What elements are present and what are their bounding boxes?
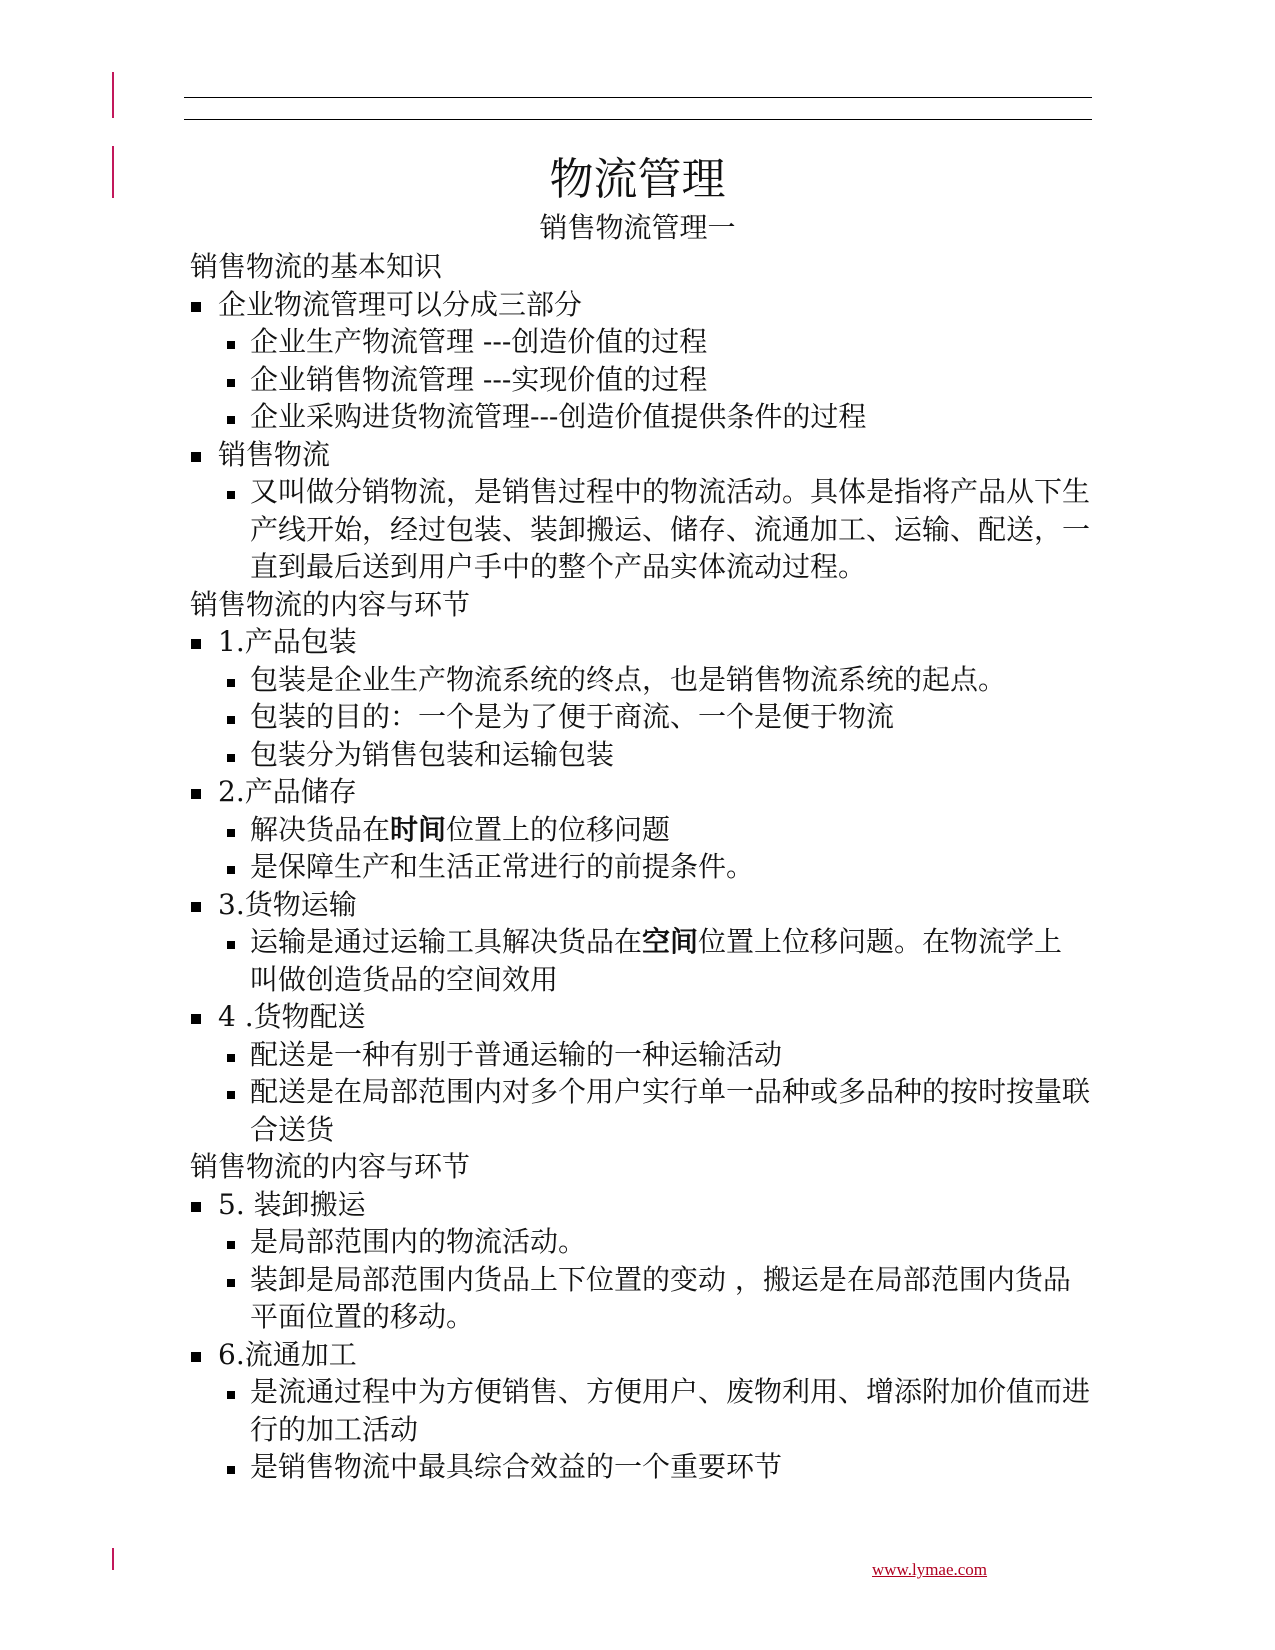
square-bullet-icon	[227, 1054, 235, 1062]
bullet-text: 企业销售物流管理 ---实现价值的过程	[250, 362, 708, 396]
bullet-item	[190, 623, 1090, 661]
sub-bullet-item	[190, 923, 1090, 998]
margin-mark-top	[112, 72, 114, 118]
bullet-text: 装卸是局部范围内货品上下位置的变动 ，搬运是在局部范围内货品平面位置的移动。	[250, 1262, 1071, 1333]
bullet-text: 是局部范围内的物流活动。	[250, 1225, 587, 1258]
bullet-text-before: 解决货品在	[250, 812, 391, 846]
square-bullet-icon	[227, 1091, 235, 1099]
document-subtitle: 销售物流管理一	[539, 211, 736, 244]
bullet-text: 6.流通加工	[218, 1337, 357, 1371]
square-bullet-icon	[227, 716, 235, 724]
bullet-text: 包装的目的：一个是为了便于商流、一个是便于物流	[250, 700, 895, 733]
square-bullet-icon	[227, 754, 235, 762]
bullet-text: 配送是在局部范围内对多个用户实行单一品种或多品种的按时按量联合送货	[250, 1075, 1091, 1146]
header-rule-top	[184, 97, 1092, 98]
bullet-item	[190, 1336, 1090, 1374]
bullet-text: 包装分为销售包装和运输包装	[250, 737, 615, 771]
bullet-text-after: 位置上位移问题。在物流学上叫做创造货品的空间效用	[250, 925, 1063, 996]
sub-bullet-item	[190, 1261, 1090, 1336]
sub-bullet-item	[190, 323, 1090, 361]
bullet-text: 销售物流	[218, 437, 331, 471]
bullet-text: 包装是企业生产物流系统的终点，也是销售物流系统的起点。	[250, 662, 1007, 696]
bullet-text: 是流通过程中为方便销售、方便用户、废物利用、增添附加价值而进行的加工活动	[250, 1375, 1091, 1446]
footer-website-link[interactable]: www.lymae.com	[872, 1560, 988, 1579]
bullet-item	[190, 1186, 1090, 1224]
sub-bullet-item	[190, 848, 1090, 886]
square-bullet-icon	[227, 829, 235, 837]
bullet-text: 配送是一种有别于普通运输的一种运输活动	[250, 1037, 783, 1071]
square-bullet-icon	[227, 941, 235, 949]
square-bullet-icon	[227, 1466, 235, 1474]
bullet-text: 3.货物运输	[218, 887, 357, 921]
sub-bullet-item	[190, 1373, 1090, 1448]
bullet-text: 1.产品包装	[218, 625, 357, 658]
bullet-text-before: 运输是通过运输工具解决货品在	[250, 925, 643, 958]
square-bullet-icon	[227, 341, 235, 349]
square-bullet-icon	[191, 639, 201, 649]
bullet-text-bold: 时间	[390, 812, 447, 846]
square-bullet-icon	[191, 789, 201, 799]
section-heading: 销售物流的内容与环节	[190, 1150, 471, 1183]
bullet-text: 4 .货物配送	[218, 1000, 366, 1033]
bullet-text: 2.产品储存	[218, 775, 357, 808]
bullet-text: 是销售物流中最具综合效益的一个重要环节	[250, 1450, 783, 1483]
bullet-text: 又叫做分销物流，是销售过程中的物流活动。具体是指将产品从下生产线开始，经过包装、装卸搬运、储存、流通加工、运输、配送，一直到最后送到用户手中的整个产品实体流动过程。	[250, 475, 1091, 583]
bullet-item	[190, 886, 1090, 924]
bullet-item	[190, 436, 1090, 474]
square-bullet-icon	[191, 902, 201, 912]
section-heading: 销售物流的基本知识	[190, 250, 443, 283]
sub-bullet-item	[190, 361, 1090, 399]
sub-bullet-item	[190, 736, 1090, 774]
square-bullet-icon	[191, 1014, 201, 1024]
section-heading: 销售物流的内容与环节	[190, 587, 471, 621]
sub-bullet-item	[190, 698, 1090, 736]
square-bullet-icon	[191, 1352, 201, 1362]
bullet-text: 5. 装卸搬运	[218, 1187, 366, 1221]
square-bullet-icon	[191, 302, 201, 312]
header-rule-bottom	[184, 119, 1092, 120]
square-bullet-icon	[227, 866, 235, 874]
sub-bullet-item	[190, 1223, 1090, 1261]
square-bullet-icon	[227, 1279, 235, 1287]
sub-bullet-item	[190, 1448, 1090, 1486]
document-title: 物流管理	[549, 154, 726, 205]
sub-bullet-item	[190, 661, 1090, 699]
bullet-item	[190, 998, 1090, 1036]
square-bullet-icon	[191, 452, 201, 462]
document-body	[190, 248, 1090, 1486]
bullet-text: 企业生产物流管理 ---创造价值的过程	[250, 325, 708, 358]
square-bullet-icon	[227, 1241, 235, 1249]
sub-bullet-item	[190, 398, 1090, 436]
margin-mark-bottom	[112, 1548, 114, 1570]
square-bullet-icon	[227, 679, 235, 687]
sub-bullet-item	[190, 1036, 1090, 1074]
bullet-text: 是保障生产和生活正常进行的前提条件。	[250, 850, 755, 883]
sub-bullet-item	[190, 811, 1090, 849]
square-bullet-icon	[191, 1202, 201, 1212]
sub-bullet-item	[190, 1073, 1090, 1148]
sub-bullet-item	[190, 473, 1090, 586]
square-bullet-icon	[227, 379, 235, 387]
square-bullet-icon	[227, 416, 235, 424]
bullet-text-after: 位置上的位移问题	[446, 812, 671, 846]
square-bullet-icon	[227, 1391, 235, 1399]
bullet-text-bold: 空间	[642, 925, 699, 958]
bullet-text: 企业物流管理可以分成三部分	[218, 287, 583, 321]
square-bullet-icon	[227, 491, 235, 499]
bullet-item	[190, 286, 1090, 324]
bullet-item	[190, 773, 1090, 811]
bullet-text: 企业采购进货物流管理---创造价值提供条件的过程	[250, 400, 867, 433]
